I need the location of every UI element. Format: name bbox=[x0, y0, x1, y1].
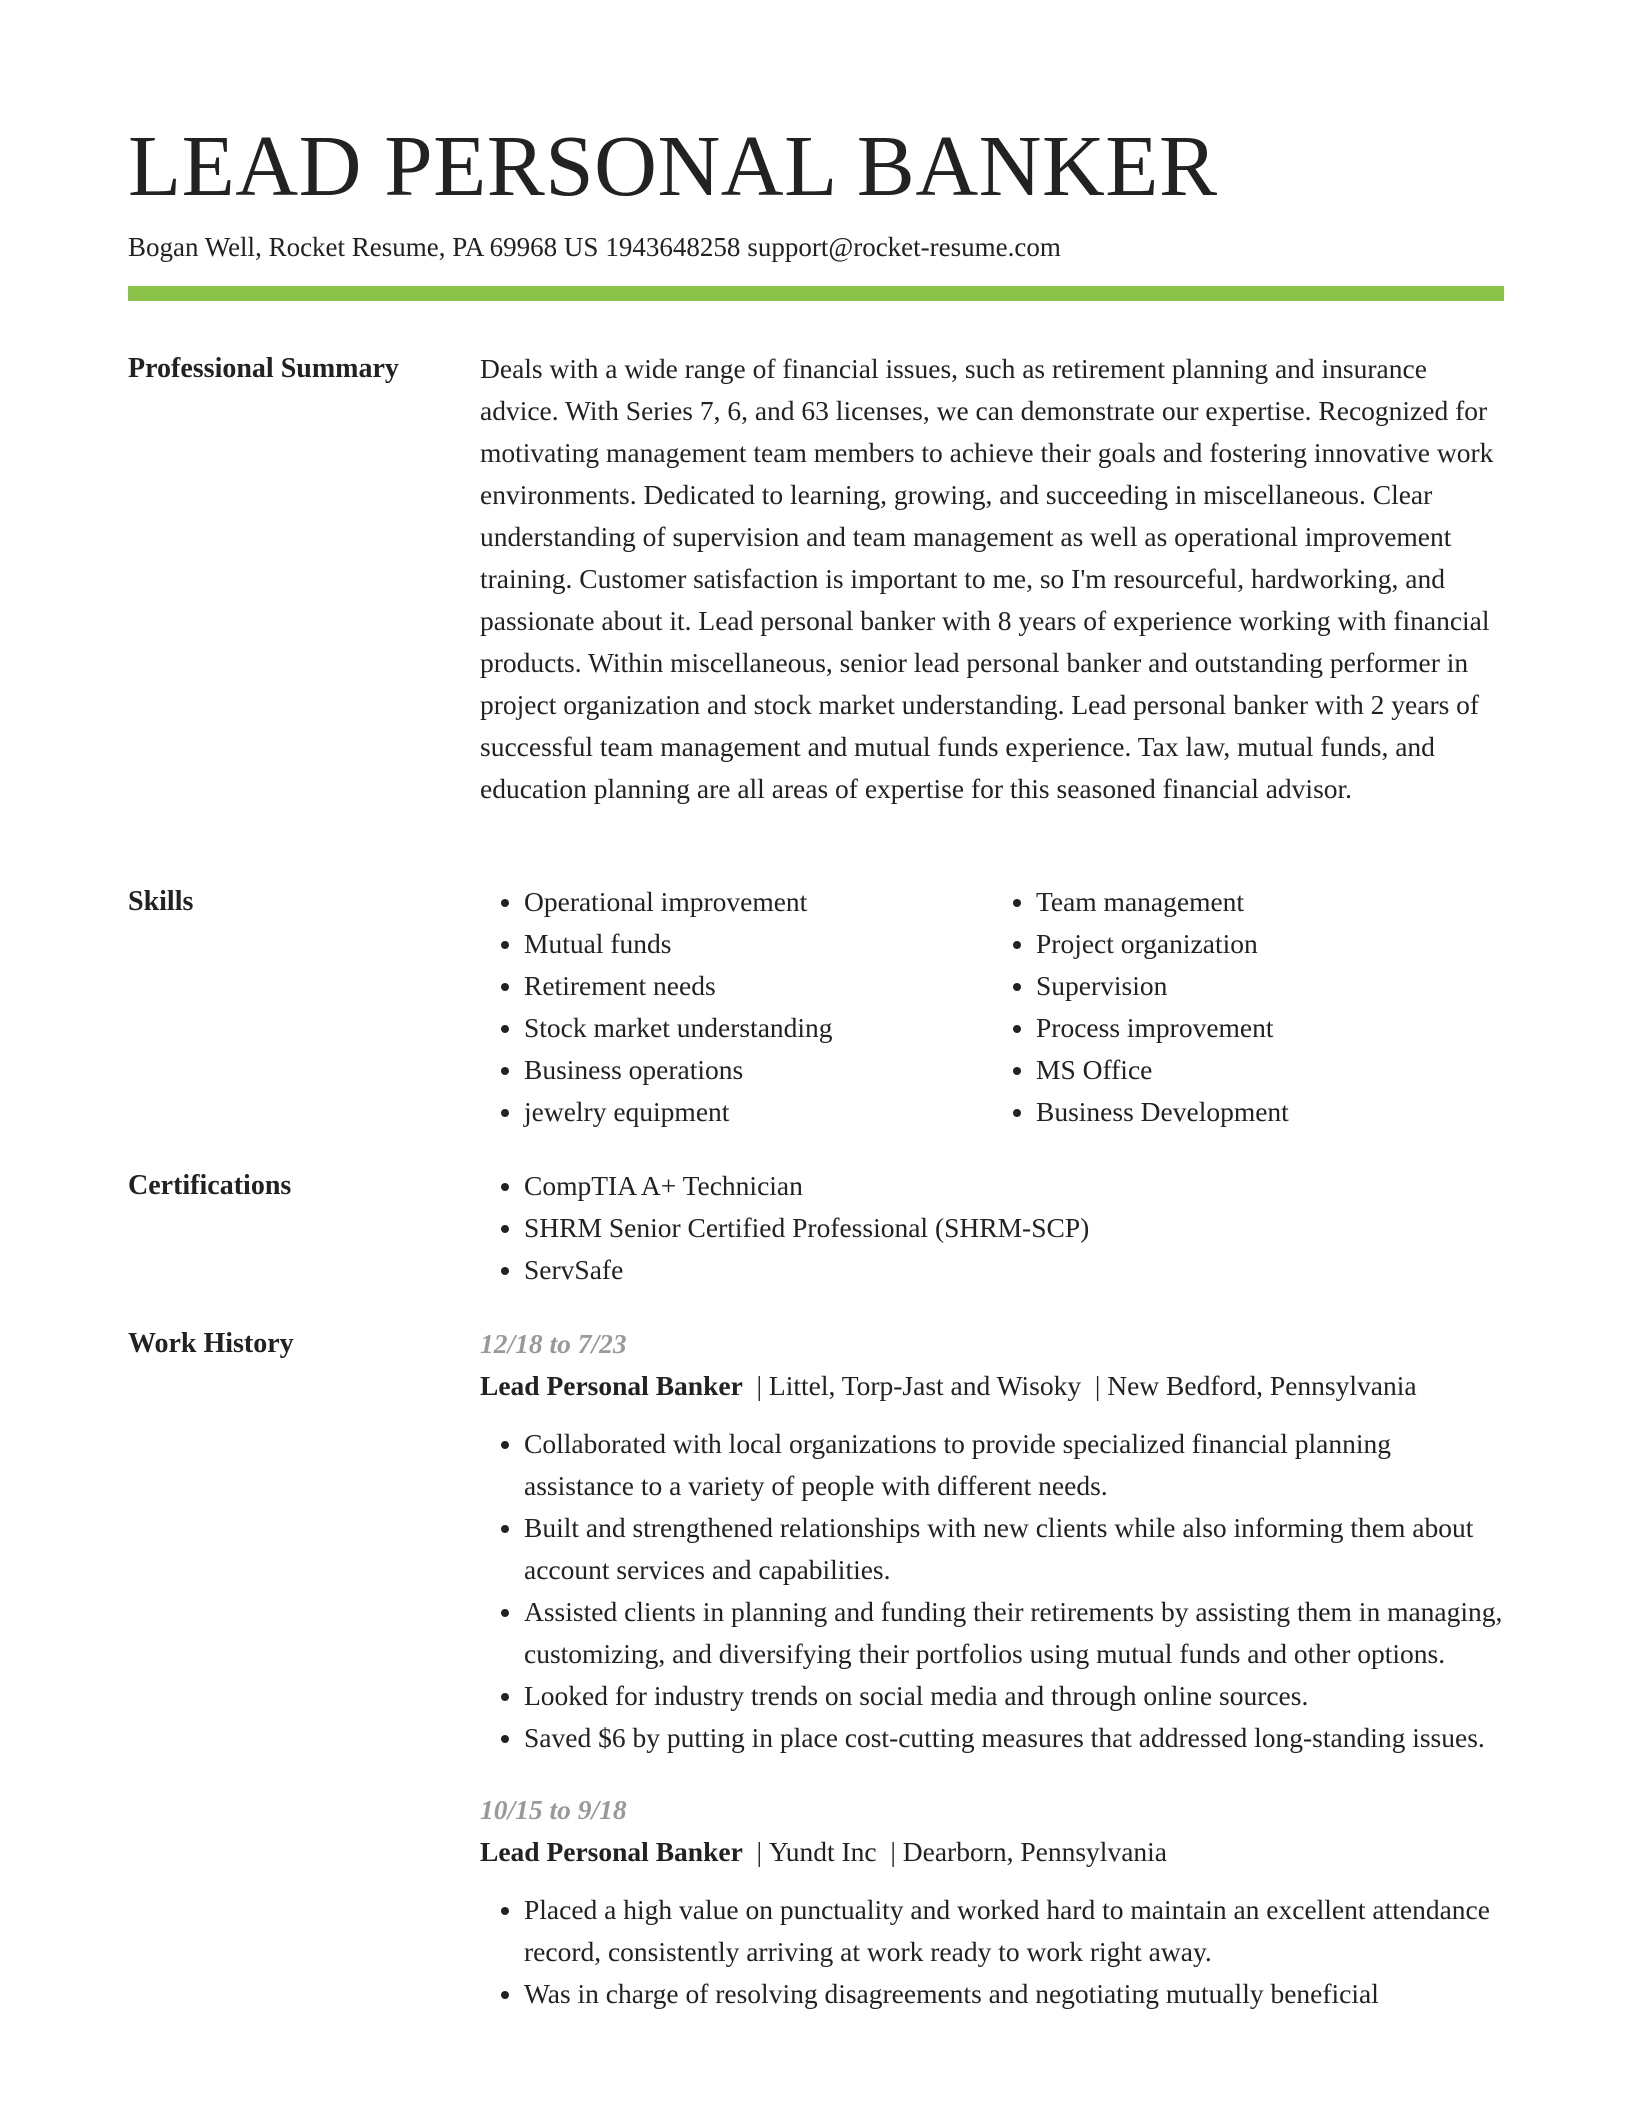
separator: | bbox=[883, 1836, 903, 1867]
job-bullets bbox=[480, 1423, 1504, 1759]
job-bullet: • Assisted clients in planning and funding their retirements by assisting them in managing, customizing, and diversifying their portfolios using mutual funds and other options. bbox=[524, 1591, 1504, 1675]
contact-address: Bogan Well, Rocket Resume, PA 69968 US bbox=[128, 231, 599, 262]
header-divider bbox=[128, 286, 1504, 301]
job-location: New Bedford, Pennsylvania bbox=[1107, 1370, 1417, 1401]
skills-list-right bbox=[992, 881, 1504, 1133]
certification-item: • CompTIA A+ Technician bbox=[524, 1165, 1504, 1207]
skill-item: • MS Office bbox=[1036, 1049, 1504, 1091]
certification-item: • ServSafe bbox=[524, 1249, 1504, 1291]
skill-item: • Project organization bbox=[1036, 923, 1504, 965]
job-title: Lead Personal Banker bbox=[480, 1370, 743, 1401]
candidate-title: LEAD PERSONAL BANKER bbox=[128, 117, 1218, 214]
certification-item: • SHRM Senior Certified Professional (SHRM-SCP) bbox=[524, 1207, 1504, 1249]
contact-phone: 1943648258 bbox=[605, 231, 741, 262]
certifications-list bbox=[480, 1165, 1504, 1291]
job-heading bbox=[480, 1831, 1504, 1873]
job-bullet: • Collaborated with local organizations to provide specialized financial planning assistance to a variety of people with different needs. bbox=[524, 1423, 1504, 1507]
skills-body bbox=[480, 881, 1504, 1133]
skill-item: • Supervision bbox=[1036, 965, 1504, 1007]
job-title: Lead Personal Banker bbox=[480, 1836, 743, 1867]
job-dates: 12/18 to 7/23 bbox=[480, 1328, 627, 1359]
job-bullet: • Looked for industry trends on social media and through online sources. bbox=[524, 1675, 1504, 1717]
skill-item: • Business Development bbox=[1036, 1091, 1504, 1133]
section-title: Professional Summary bbox=[128, 353, 399, 384]
separator: | bbox=[749, 1836, 769, 1867]
skill-item: • Mutual funds bbox=[524, 923, 992, 965]
job-bullets bbox=[480, 1889, 1504, 2015]
skill-item: • Stock market understanding bbox=[524, 1007, 992, 1049]
job-bullet: • Built and strengthened relationships with new clients while also informing them about account services and capabilities. bbox=[524, 1507, 1504, 1591]
section-title: Work History bbox=[128, 1328, 294, 1359]
separator: | bbox=[1087, 1370, 1108, 1401]
job-company: Yundt Inc bbox=[768, 1836, 877, 1867]
job-entry bbox=[480, 1323, 1504, 1759]
job-bullet: • Was in charge of resolving disagreements and negotiating mutually beneficial bbox=[524, 1973, 1504, 2015]
summary-body bbox=[480, 348, 1504, 810]
job-company: Littel, Torp-Jast and Wisoky bbox=[768, 1370, 1082, 1401]
summary-text: Deals with a wide range of financial issues, such as retirement planning and insurance advice. With Series 7, 6, and 63 licenses, we can demonstrate our expertise. Recognized for motivating management team members to achieve their goals and fostering innovative work environments. Dedicated to learning, growing, and succeeding in miscellaneous. Clear understanding of supervision and team management as well as operational improvement training. Customer satisfaction is important to me, so I'm resourceful, hardworking, and passionate about it. Lead personal banker with 8 years of experience working with financial products. Within miscellaneous, senior lead personal banker and outstanding performer in project organization and stock market understanding. Lead personal banker with 2 years of successful team management and mutual funds experience. Tax law, mutual funds, and education planning are all areas of expertise for this seasoned financial advisor. bbox=[480, 353, 1494, 804]
job-dates: 10/15 to 9/18 bbox=[480, 1794, 627, 1825]
skill-item: • Team management bbox=[1036, 881, 1504, 923]
separator: | bbox=[749, 1370, 769, 1401]
resume-header bbox=[128, 118, 1504, 263]
skill-item: • Process improvement bbox=[1036, 1007, 1504, 1049]
contact-email: support@rocket-resume.com bbox=[747, 231, 1061, 262]
job-location: Dearborn, Pennsylvania bbox=[902, 1836, 1167, 1867]
skill-item: • Retirement needs bbox=[524, 965, 992, 1007]
work-history-body bbox=[480, 1323, 1504, 2015]
job-bullet: • Placed a high value on punctuality and worked hard to maintain an excellent attendance record, consistently arriving at work ready to work right away. bbox=[524, 1889, 1504, 1973]
skill-item: • jewelry equipment bbox=[524, 1091, 992, 1133]
skill-item: • Business operations bbox=[524, 1049, 992, 1091]
contact-line bbox=[128, 232, 1504, 263]
job-heading bbox=[480, 1365, 1504, 1407]
job-entry bbox=[480, 1789, 1504, 2015]
skills-list-left bbox=[480, 881, 992, 1133]
section-title: Certifications bbox=[128, 1170, 292, 1201]
skill-item: • Operational improvement bbox=[524, 881, 992, 923]
section-title: Skills bbox=[128, 886, 194, 917]
job-bullet: • Saved $6 by putting in place cost-cutting measures that addressed long-standing issues. bbox=[524, 1717, 1504, 1759]
certifications-body bbox=[480, 1165, 1504, 1291]
